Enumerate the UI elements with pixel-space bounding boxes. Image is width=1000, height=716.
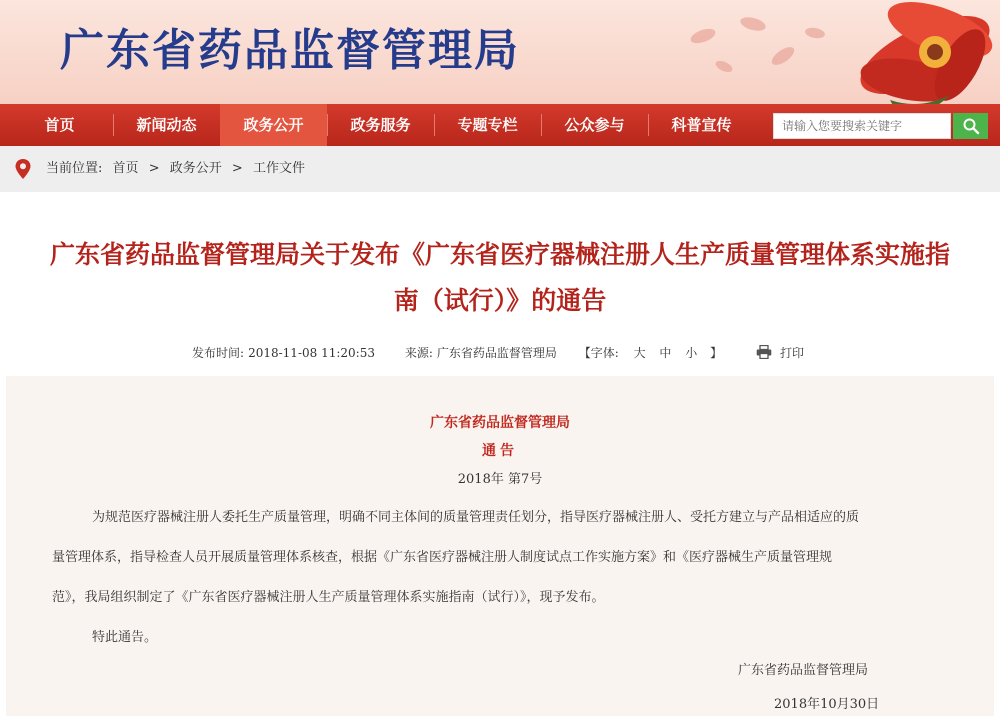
breadcrumb-link-home[interactable]: 首页 <box>112 161 139 176</box>
nav-item-gov-affairs[interactable]: 政务公开 <box>220 104 327 146</box>
breadcrumb <box>0 146 1000 192</box>
source-label: 来源: <box>404 346 433 360</box>
breadcrumb-link-work-docs[interactable]: 工作文件 <box>252 161 305 176</box>
nav-item-science[interactable]: 科普宣传 <box>671 116 732 134</box>
printer-icon <box>756 345 772 359</box>
paragraph-line: 范》，我局组织制定了《广东省医疗器械注册人生产质量管理体系实施指南（试行）》，现予发布。 <box>52 590 605 605</box>
nav-item-news[interactable]: 新闻动态 <box>136 116 197 134</box>
font-size-open: 【字体: <box>578 346 619 360</box>
search-button[interactable] <box>953 113 988 139</box>
breadcrumb-separator: > <box>148 161 160 176</box>
nav-item-services[interactable]: 政务服务 <box>350 116 411 134</box>
article-meta <box>0 344 1000 361</box>
publish-time: 2018-11-08 11:20:53 <box>248 346 375 360</box>
article-title <box>10 232 990 324</box>
location-pin-icon <box>14 158 32 180</box>
site-banner <box>0 0 1000 104</box>
publish-time-label: 发布时间: <box>192 346 245 360</box>
signature-date: 2018年10月30日 <box>774 697 880 712</box>
petal-decoration <box>689 26 718 46</box>
search-input[interactable] <box>773 113 951 139</box>
site-title[interactable]: 广东省药品监督管理局 <box>60 25 520 76</box>
paragraph-line: 量管理体系，指导检查人员开展质量管理体系核查，根据《广东省医疗器械注册人制度试点工作实施方案》和《医疗器械生产质量管理规 <box>52 550 833 565</box>
kapok-flower-icon <box>830 0 1000 104</box>
article-content <box>6 376 994 716</box>
nav-item-topics[interactable]: 专题专栏 <box>457 116 518 134</box>
nav-item-public[interactable]: 公众参与 <box>564 116 625 134</box>
petal-decoration <box>804 26 825 39</box>
search-icon <box>962 117 980 135</box>
notice-org: 广东省药品监督管理局 <box>430 415 570 431</box>
petal-decoration <box>714 59 734 75</box>
article-title-line: 南（试行）》的通告 <box>393 286 607 315</box>
font-size-close: 】 <box>710 346 723 360</box>
print-button[interactable] <box>756 346 808 360</box>
font-size-large[interactable]: 大 <box>633 346 646 360</box>
paragraph-line: 为规范医疗器械注册人委托生产质量管理，明确不同主体间的质量管理责任划分，指导医疗器械注册人、受托方建立与产品相适应的质 <box>92 510 860 525</box>
paragraph-closing: 特此通告。 <box>92 630 158 645</box>
article-title-line: 广东省药品监督管理局关于发布《广东省医疗器械注册人生产质量管理体系实施指 <box>49 240 950 269</box>
font-size-small[interactable]: 小 <box>685 346 698 360</box>
print-label: 打印 <box>779 346 804 360</box>
source: 广东省药品监督管理局 <box>436 346 557 360</box>
search-box <box>773 113 988 139</box>
notice-number: 2018年 第7号 <box>457 472 543 487</box>
breadcrumb-link-gov-affairs[interactable]: 政务公开 <box>169 161 222 176</box>
nav-item-home[interactable]: 首页 <box>44 116 75 134</box>
breadcrumb-label: 当前位置: <box>46 161 103 176</box>
breadcrumb-separator: > <box>231 161 243 176</box>
font-size-medium[interactable]: 中 <box>659 346 672 360</box>
signature-org: 广东省药品监督管理局 <box>738 663 869 678</box>
petal-decoration <box>769 44 797 69</box>
petal-decoration <box>739 15 767 33</box>
notice-heading: 通告 <box>482 443 518 459</box>
